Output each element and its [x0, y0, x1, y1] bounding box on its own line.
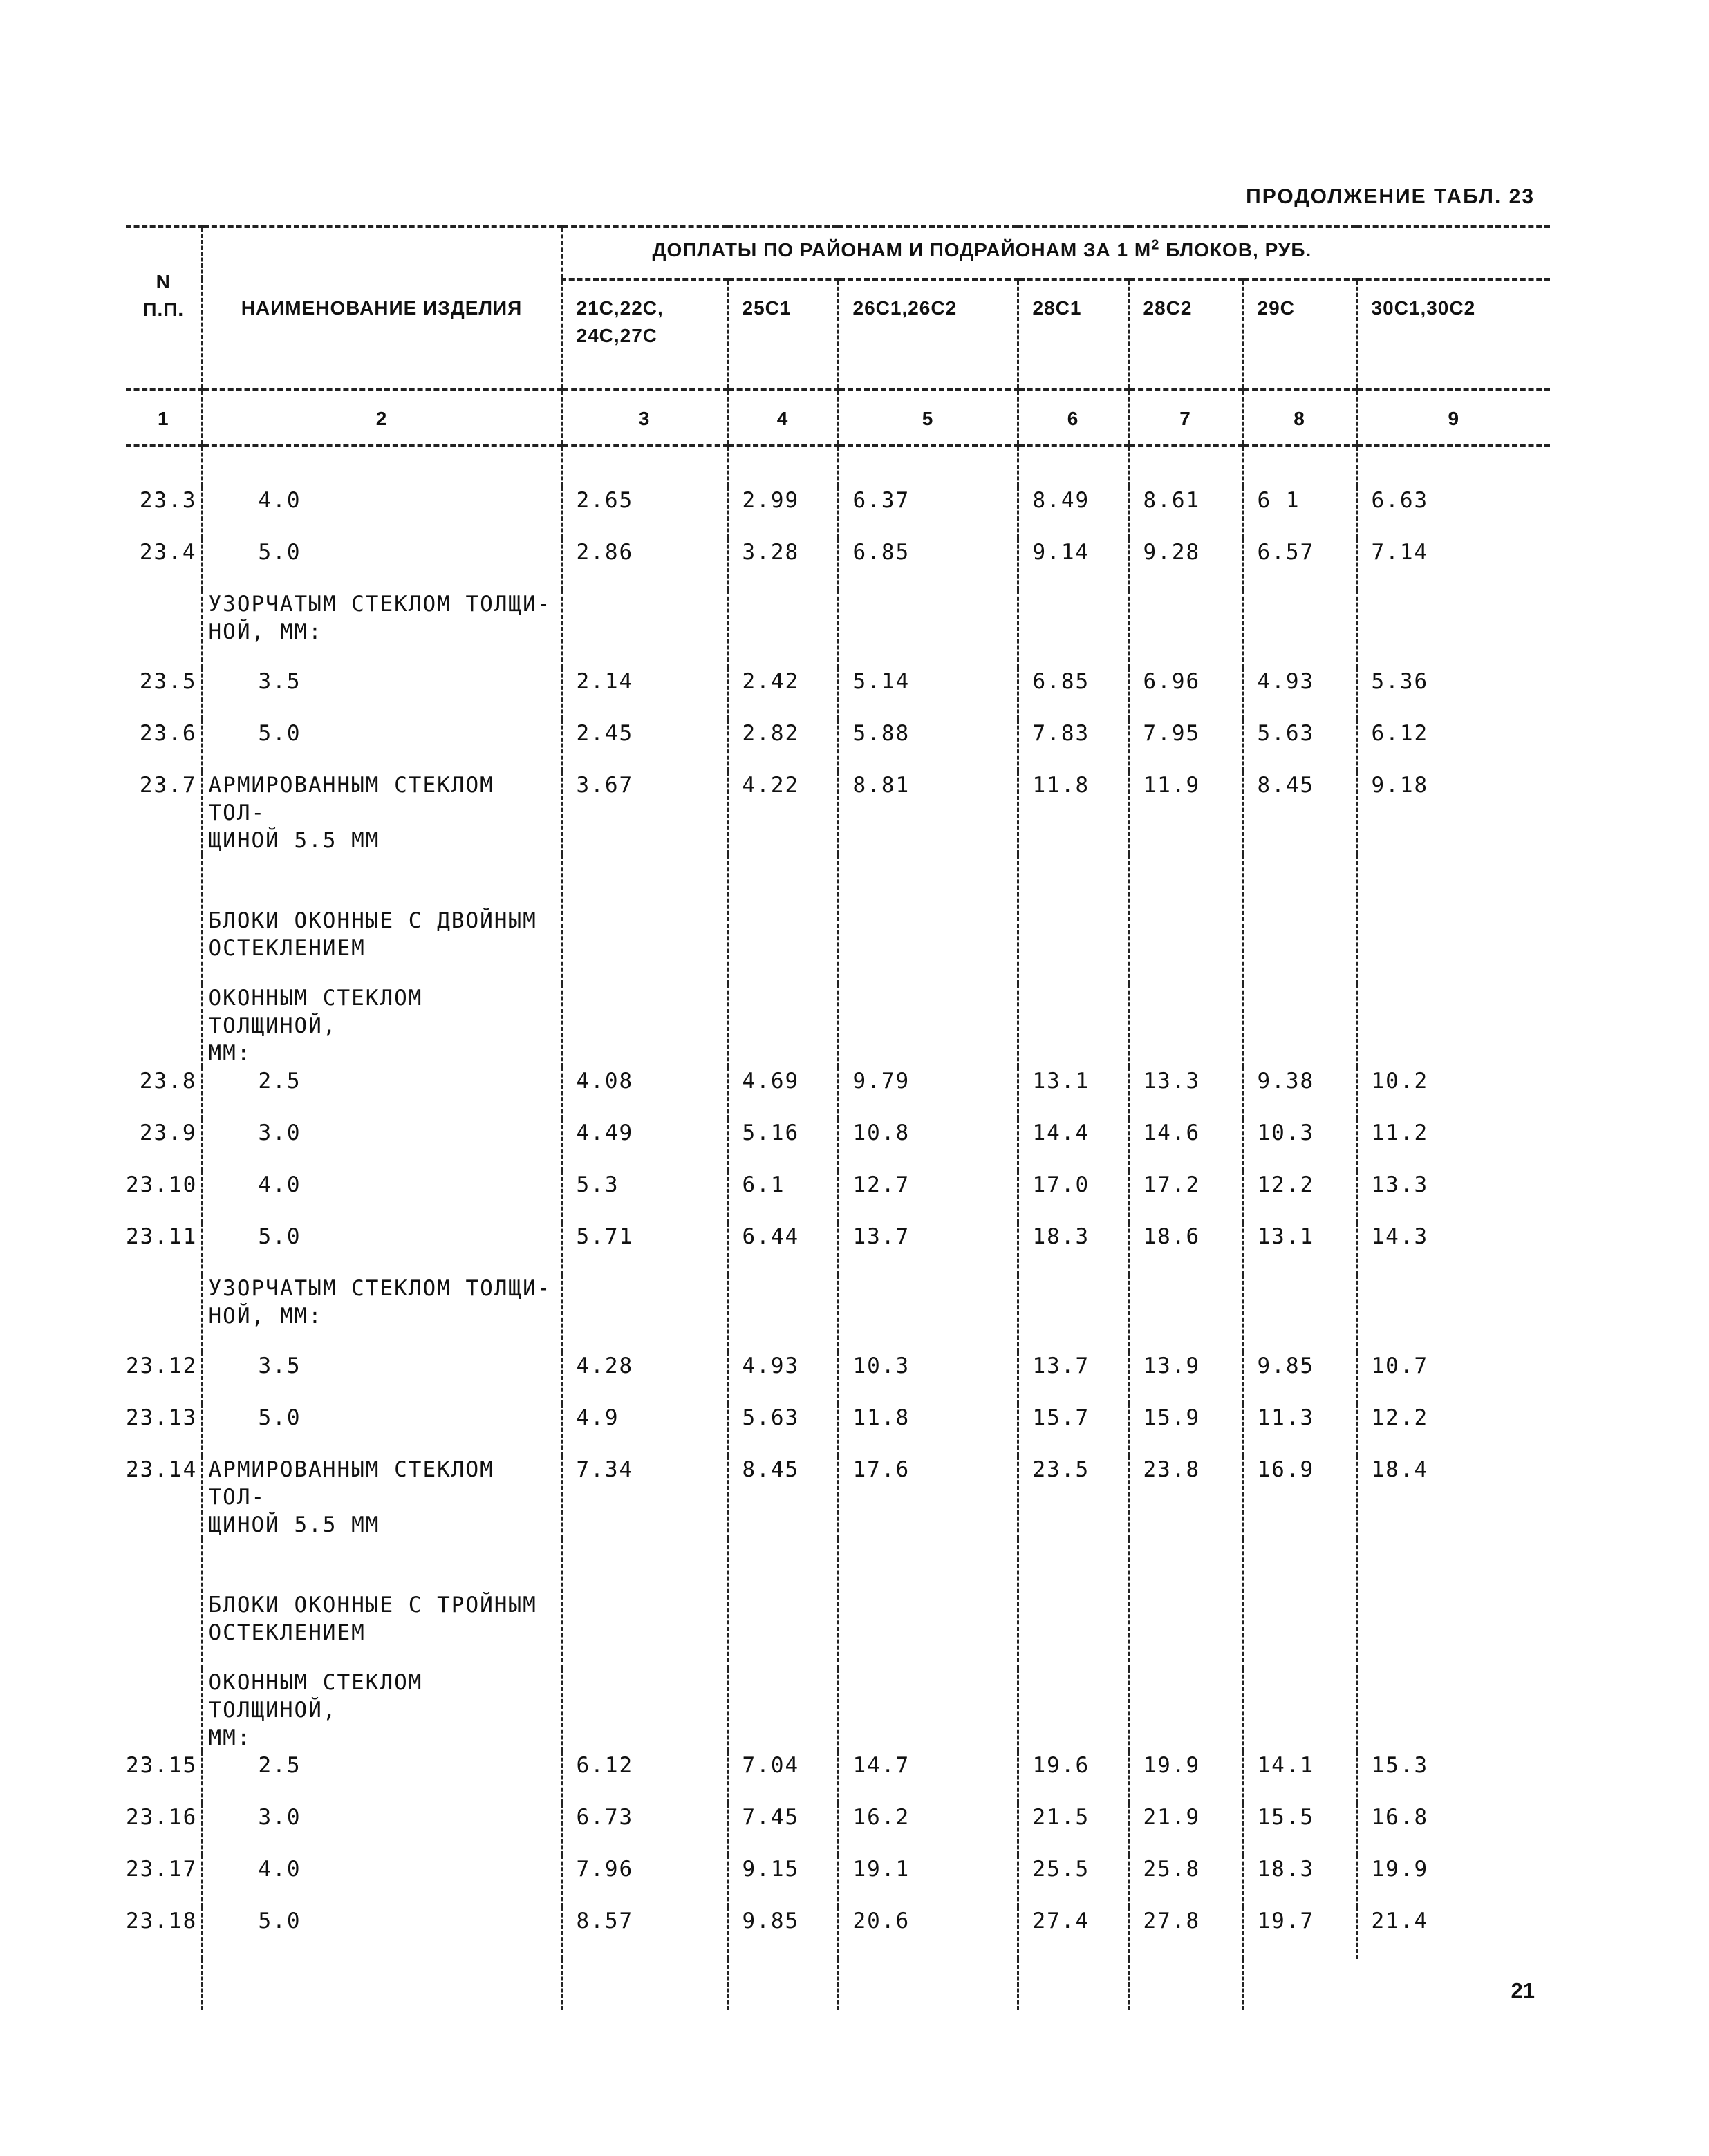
- value-col-5: 19.1: [838, 1855, 1018, 1907]
- spacer-cell: [727, 445, 838, 487]
- empty-cell: [838, 854, 1018, 984]
- item-name: 5.0: [202, 720, 561, 771]
- value-col-6: 18.3: [1018, 1223, 1128, 1275]
- value-col-8: 5.63: [1242, 720, 1356, 771]
- header-num: N П.П.: [126, 227, 202, 390]
- header-group-suffix: БЛОКОВ, РУБ.: [1159, 239, 1312, 261]
- header-colnum-6: 6: [1018, 390, 1128, 445]
- section-heading: УЗОРЧАТЫМ СТЕКЛОМ ТОЛЩИ- НОЙ, ММ:: [202, 590, 561, 668]
- row-number: 23.18: [126, 1909, 198, 1933]
- section-num-cell: [126, 590, 202, 668]
- value-col-9: 14.3: [1356, 1223, 1550, 1275]
- value-col-8: 9.85: [1242, 1352, 1356, 1404]
- table-row: [126, 1855, 1550, 1907]
- value-col-4: 8.45: [727, 1456, 838, 1539]
- value-col-3: 2.65: [561, 487, 727, 538]
- header-colnum-4: 4: [727, 390, 838, 445]
- value-col-8: 14.1: [1242, 1752, 1356, 1803]
- empty-cell: [838, 1959, 1018, 2010]
- item-name: 2.5: [202, 1752, 561, 1803]
- value-col-3: 4.9: [561, 1404, 727, 1456]
- item-name: 3.0: [202, 1119, 561, 1171]
- value-col-8: 15.5: [1242, 1803, 1356, 1855]
- item-name: 5.0: [202, 538, 561, 590]
- header-district-5: 26С1,26С2: [838, 279, 1018, 390]
- item-name: 3.5: [202, 1352, 561, 1404]
- spacer-cell: [126, 445, 202, 487]
- value-col-7: 13.9: [1128, 1352, 1242, 1404]
- spacer-cell: [1018, 445, 1128, 487]
- value-col-8: 6.57: [1242, 538, 1356, 590]
- row-number: 23.5: [139, 669, 197, 694]
- table-row: [126, 1404, 1550, 1456]
- empty-cell: [1242, 984, 1356, 1067]
- value-col-3: 6.73: [561, 1803, 727, 1855]
- empty-cell: [1018, 1669, 1128, 1752]
- section-row: [126, 1539, 1550, 1669]
- value-col-6: 21.5: [1018, 1803, 1128, 1855]
- value-col-9: 15.3: [1356, 1752, 1550, 1803]
- empty-cell: [1128, 854, 1242, 984]
- value-col-6: 6.85: [1018, 668, 1128, 720]
- spacer-cell: [838, 445, 1018, 487]
- header-district-6: 28С1: [1018, 279, 1128, 390]
- value-col-4: 3.28: [727, 538, 838, 590]
- value-col-7: 23.8: [1128, 1456, 1242, 1539]
- row-number: 23.10: [126, 1172, 198, 1197]
- header-colnum-9: 9: [1356, 390, 1550, 445]
- value-col-7: 11.9: [1128, 771, 1242, 854]
- header-district-8: 29С: [1242, 279, 1356, 390]
- spacer-cell: [1128, 445, 1242, 487]
- value-col-5: 11.8: [838, 1404, 1018, 1456]
- value-col-4: 7.04: [727, 1752, 838, 1803]
- value-col-7: 8.61: [1128, 487, 1242, 538]
- section-heading: УЗОРЧАТЫМ СТЕКЛОМ ТОЛЩИ- НОЙ, ММ:: [202, 1275, 561, 1352]
- table-row: [126, 1752, 1550, 1803]
- value-col-9: 16.8: [1356, 1803, 1550, 1855]
- value-col-6: 7.83: [1018, 720, 1128, 771]
- table-row: [126, 1803, 1550, 1855]
- value-col-8: 4.93: [1242, 668, 1356, 720]
- value-col-3: 2.45: [561, 720, 727, 771]
- value-col-9: 11.2: [1356, 1119, 1550, 1171]
- header-name: НАИМЕНОВАНИЕ ИЗДЕЛИЯ: [202, 227, 561, 390]
- value-col-8: 10.3: [1242, 1119, 1356, 1171]
- empty-cell: [561, 1275, 727, 1352]
- header-colnum-1: 1: [126, 390, 202, 445]
- empty-cell: [1128, 590, 1242, 668]
- value-col-8: 18.3: [1242, 1855, 1356, 1907]
- value-col-9: 5.36: [1356, 668, 1550, 720]
- item-name: 4.0: [202, 1855, 561, 1907]
- value-col-5: 5.14: [838, 668, 1018, 720]
- item-name: 5.0: [202, 1223, 561, 1275]
- value-col-5: 6.85: [838, 538, 1018, 590]
- item-name: 3.5: [202, 668, 561, 720]
- spacer-cell: [1356, 445, 1550, 487]
- section-heading: БЛОКИ ОКОННЫЕ С ДВОЙНЫМ ОСТЕКЛЕНИЕМ: [202, 854, 561, 984]
- empty-cell: [1356, 1539, 1550, 1669]
- spacer-cell: [1242, 445, 1356, 487]
- value-col-3: 4.49: [561, 1119, 727, 1171]
- empty-cell: [1242, 854, 1356, 984]
- value-col-8: 16.9: [1242, 1456, 1356, 1539]
- value-col-6: 23.5: [1018, 1456, 1128, 1539]
- value-col-4: 2.42: [727, 668, 838, 720]
- empty-cell: [1128, 1959, 1242, 2010]
- value-col-3: 5.3: [561, 1171, 727, 1223]
- empty-cell: [561, 1669, 727, 1752]
- row-number: 23.9: [139, 1121, 197, 1145]
- value-col-3: 3.67: [561, 771, 727, 854]
- empty-cell: [1242, 1959, 1356, 2010]
- table-header: [126, 227, 1550, 445]
- header-colnum-3: 3: [561, 390, 727, 445]
- row-number: 23.14: [126, 1457, 198, 1482]
- row-number: 23.11: [126, 1224, 198, 1249]
- value-col-6: 8.49: [1018, 487, 1128, 538]
- value-col-8: 11.3: [1242, 1404, 1356, 1456]
- value-col-9: 7.14: [1356, 538, 1550, 590]
- table-row: [126, 487, 1550, 538]
- value-col-4: 2.99: [727, 487, 838, 538]
- value-col-3: 4.08: [561, 1067, 727, 1119]
- value-col-6: 13.1: [1018, 1067, 1128, 1119]
- section-row: [126, 590, 1550, 668]
- empty-cell: [1018, 1275, 1128, 1352]
- table-body: [126, 445, 1550, 2010]
- value-col-9: 19.9: [1356, 1855, 1550, 1907]
- header-group-text: ДОПЛАТЫ ПО РАЙОНАМ И ПОДРАЙОНАМ ЗА 1 М: [652, 239, 1152, 261]
- empty-cell: [838, 590, 1018, 668]
- continuation-title: ПРОДОЛЖЕНИЕ ТАБЛ. 23: [1246, 185, 1535, 208]
- value-col-5: 12.7: [838, 1171, 1018, 1223]
- section-num-cell: [126, 1669, 202, 1752]
- value-col-8: 6 1: [1242, 487, 1356, 538]
- empty-cell: [1356, 984, 1550, 1067]
- value-col-9: 10.7: [1356, 1352, 1550, 1404]
- empty-cell: [1242, 1275, 1356, 1352]
- header-colnum-8: 8: [1242, 390, 1356, 445]
- value-col-9: 18.4: [1356, 1456, 1550, 1539]
- item-name: 5.0: [202, 1404, 561, 1456]
- value-col-4: 9.15: [727, 1855, 838, 1907]
- row-number: 23.15: [126, 1753, 198, 1778]
- section-num-cell: [126, 1539, 202, 1669]
- header-district-7: 28С2: [1128, 279, 1242, 390]
- spacer-cell: [202, 445, 561, 487]
- value-col-7: 9.28: [1128, 538, 1242, 590]
- row-number: 23.12: [126, 1353, 198, 1378]
- empty-cell: [727, 590, 838, 668]
- empty-cell: [1128, 984, 1242, 1067]
- table-row: [126, 1907, 1550, 1959]
- empty-cell: [561, 984, 727, 1067]
- value-col-6: 15.7: [1018, 1404, 1128, 1456]
- value-col-9: 6.12: [1356, 720, 1550, 771]
- value-col-7: 13.3: [1128, 1067, 1242, 1119]
- item-name: 3.0: [202, 1803, 561, 1855]
- empty-cell: [1356, 1669, 1550, 1752]
- empty-cell: [561, 1539, 727, 1669]
- header-district-9: 30С1,30С2: [1356, 279, 1550, 390]
- header-colnum-5: 5: [838, 390, 1018, 445]
- empty-cell: [1128, 1669, 1242, 1752]
- table-row: [126, 1171, 1550, 1223]
- empty-cell: [727, 1539, 838, 1669]
- value-col-8: 13.1: [1242, 1223, 1356, 1275]
- value-col-7: 7.95: [1128, 720, 1242, 771]
- value-col-3: 5.71: [561, 1223, 727, 1275]
- item-name: 2.5: [202, 1067, 561, 1119]
- value-col-6: 25.5: [1018, 1855, 1128, 1907]
- value-col-6: 14.4: [1018, 1119, 1128, 1171]
- item-name: 4.0: [202, 1171, 561, 1223]
- value-col-3: 7.34: [561, 1456, 727, 1539]
- value-col-5: 5.88: [838, 720, 1018, 771]
- value-col-5: 20.6: [838, 1907, 1018, 1959]
- value-col-6: 27.4: [1018, 1907, 1128, 1959]
- empty-cell: [561, 590, 727, 668]
- value-col-5: 14.7: [838, 1752, 1018, 1803]
- value-col-5: 13.7: [838, 1223, 1018, 1275]
- table-row: [126, 1223, 1550, 1275]
- value-col-7: 19.9: [1128, 1752, 1242, 1803]
- value-col-4: 5.16: [727, 1119, 838, 1171]
- value-col-4: 6.1: [727, 1171, 838, 1223]
- empty-cell: [1018, 1539, 1128, 1669]
- empty-cell: [1242, 1669, 1356, 1752]
- header-colnum-2: 2: [202, 390, 561, 445]
- value-col-7: 25.8: [1128, 1855, 1242, 1907]
- value-col-6: 13.7: [1018, 1352, 1128, 1404]
- section-num-cell: [126, 984, 202, 1067]
- section-heading: ОКОННЫМ СТЕКЛОМ ТОЛЩИНОЙ, ММ:: [202, 1669, 561, 1752]
- table-end-row: [126, 1959, 1550, 2010]
- item-name: 5.0: [202, 1907, 561, 1959]
- value-col-9: 12.2: [1356, 1404, 1550, 1456]
- value-col-8: 12.2: [1242, 1171, 1356, 1223]
- header-group-sup: 2: [1151, 237, 1160, 253]
- row-number: 23.13: [126, 1405, 198, 1430]
- row-number: 23.17: [126, 1857, 198, 1882]
- section-heading: ОКОННЫМ СТЕКЛОМ ТОЛЩИНОЙ, ММ:: [202, 984, 561, 1067]
- value-col-7: 6.96: [1128, 668, 1242, 720]
- empty-cell: [202, 1959, 561, 2010]
- value-col-3: 2.14: [561, 668, 727, 720]
- header-group: [561, 227, 1550, 279]
- empty-cell: [1356, 854, 1550, 984]
- value-col-4: 4.69: [727, 1067, 838, 1119]
- value-col-9: 9.18: [1356, 771, 1550, 854]
- value-col-9: 10.2: [1356, 1067, 1550, 1119]
- value-col-3: 8.57: [561, 1907, 727, 1959]
- header-district-4: 25С1: [727, 279, 838, 390]
- empty-cell: [727, 1669, 838, 1752]
- empty-cell: [838, 1539, 1018, 1669]
- value-col-3: 2.86: [561, 538, 727, 590]
- spacer-row: [126, 445, 1550, 487]
- value-col-3: 4.28: [561, 1352, 727, 1404]
- table-row: [126, 1067, 1550, 1119]
- empty-cell: [727, 854, 838, 984]
- empty-cell: [838, 1669, 1018, 1752]
- value-col-5: 10.8: [838, 1119, 1018, 1171]
- table-row: [126, 771, 1550, 854]
- value-col-5: 6.37: [838, 487, 1018, 538]
- value-col-7: 15.9: [1128, 1404, 1242, 1456]
- value-col-4: 2.82: [727, 720, 838, 771]
- value-col-6: 11.8: [1018, 771, 1128, 854]
- empty-cell: [126, 1959, 202, 2010]
- empty-cell: [1128, 1539, 1242, 1669]
- value-col-8: 19.7: [1242, 1907, 1356, 1959]
- empty-cell: [727, 1275, 838, 1352]
- row-number: 23.4: [139, 540, 197, 565]
- empty-cell: [1018, 854, 1128, 984]
- value-col-9: 21.4: [1356, 1907, 1550, 1959]
- value-col-5: 17.6: [838, 1456, 1018, 1539]
- empty-cell: [561, 854, 727, 984]
- empty-cell: [1242, 590, 1356, 668]
- value-col-3: 6.12: [561, 1752, 727, 1803]
- table-row: [126, 668, 1550, 720]
- section-row: [126, 984, 1550, 1067]
- empty-cell: [838, 1275, 1018, 1352]
- row-number: 23.8: [139, 1069, 197, 1094]
- value-col-8: 9.38: [1242, 1067, 1356, 1119]
- item-name: 4.0: [202, 487, 561, 538]
- value-col-4: 4.93: [727, 1352, 838, 1404]
- spacer-cell: [561, 445, 727, 487]
- value-col-7: 27.8: [1128, 1907, 1242, 1959]
- empty-cell: [1018, 1959, 1128, 2010]
- value-col-7: 21.9: [1128, 1803, 1242, 1855]
- table-row: [126, 1352, 1550, 1404]
- value-col-7: 18.6: [1128, 1223, 1242, 1275]
- row-number: 23.7: [139, 773, 197, 798]
- value-col-4: 7.45: [727, 1803, 838, 1855]
- row-number: 23.6: [139, 721, 197, 746]
- empty-cell: [838, 984, 1018, 1067]
- value-col-8: 8.45: [1242, 771, 1356, 854]
- row-number: 23.16: [126, 1805, 198, 1830]
- empty-cell: [1128, 1275, 1242, 1352]
- table-row: [126, 1119, 1550, 1171]
- value-col-4: 5.63: [727, 1404, 838, 1456]
- value-col-4: 4.22: [727, 771, 838, 854]
- section-row: [126, 1275, 1550, 1352]
- item-name: АРМИРОВАННЫМ СТЕКЛОМ ТОЛ- ЩИНОЙ 5.5 ММ: [202, 771, 561, 854]
- section-num-cell: [126, 854, 202, 984]
- value-col-9: 6.63: [1356, 487, 1550, 538]
- empty-cell: [1356, 1275, 1550, 1352]
- value-col-7: 14.6: [1128, 1119, 1242, 1171]
- item-name: АРМИРОВАННЫМ СТЕКЛОМ ТОЛ- ЩИНОЙ 5.5 ММ: [202, 1456, 561, 1539]
- value-col-9: 13.3: [1356, 1171, 1550, 1223]
- section-heading: БЛОКИ ОКОННЫЕ С ТРОЙНЫМ ОСТЕКЛЕНИЕМ: [202, 1539, 561, 1669]
- empty-cell: [727, 984, 838, 1067]
- table-row: [126, 720, 1550, 771]
- section-row: [126, 1669, 1550, 1752]
- page-number: 21: [1511, 1978, 1535, 2003]
- empty-cell: [1242, 1539, 1356, 1669]
- empty-cell: [1356, 590, 1550, 668]
- surcharge-table: [126, 225, 1550, 2010]
- header-district-3: 21С,22С, 24С,27С: [561, 279, 727, 390]
- value-col-5: 8.81: [838, 771, 1018, 854]
- value-col-5: 9.79: [838, 1067, 1018, 1119]
- section-row: [126, 854, 1550, 984]
- value-col-6: 19.6: [1018, 1752, 1128, 1803]
- value-col-7: 17.2: [1128, 1171, 1242, 1223]
- value-col-3: 7.96: [561, 1855, 727, 1907]
- table-row: [126, 538, 1550, 590]
- value-col-6: 17.0: [1018, 1171, 1128, 1223]
- empty-cell: [1018, 984, 1128, 1067]
- value-col-5: 10.3: [838, 1352, 1018, 1404]
- row-number: 23.3: [139, 488, 197, 513]
- value-col-4: 9.85: [727, 1907, 838, 1959]
- empty-cell: [1018, 590, 1128, 668]
- header-colnum-7: 7: [1128, 390, 1242, 445]
- section-num-cell: [126, 1275, 202, 1352]
- value-col-4: 6.44: [727, 1223, 838, 1275]
- value-col-6: 9.14: [1018, 538, 1128, 590]
- value-col-5: 16.2: [838, 1803, 1018, 1855]
- empty-cell: [727, 1959, 838, 2010]
- table-row: [126, 1456, 1550, 1539]
- empty-cell: [561, 1959, 727, 2010]
